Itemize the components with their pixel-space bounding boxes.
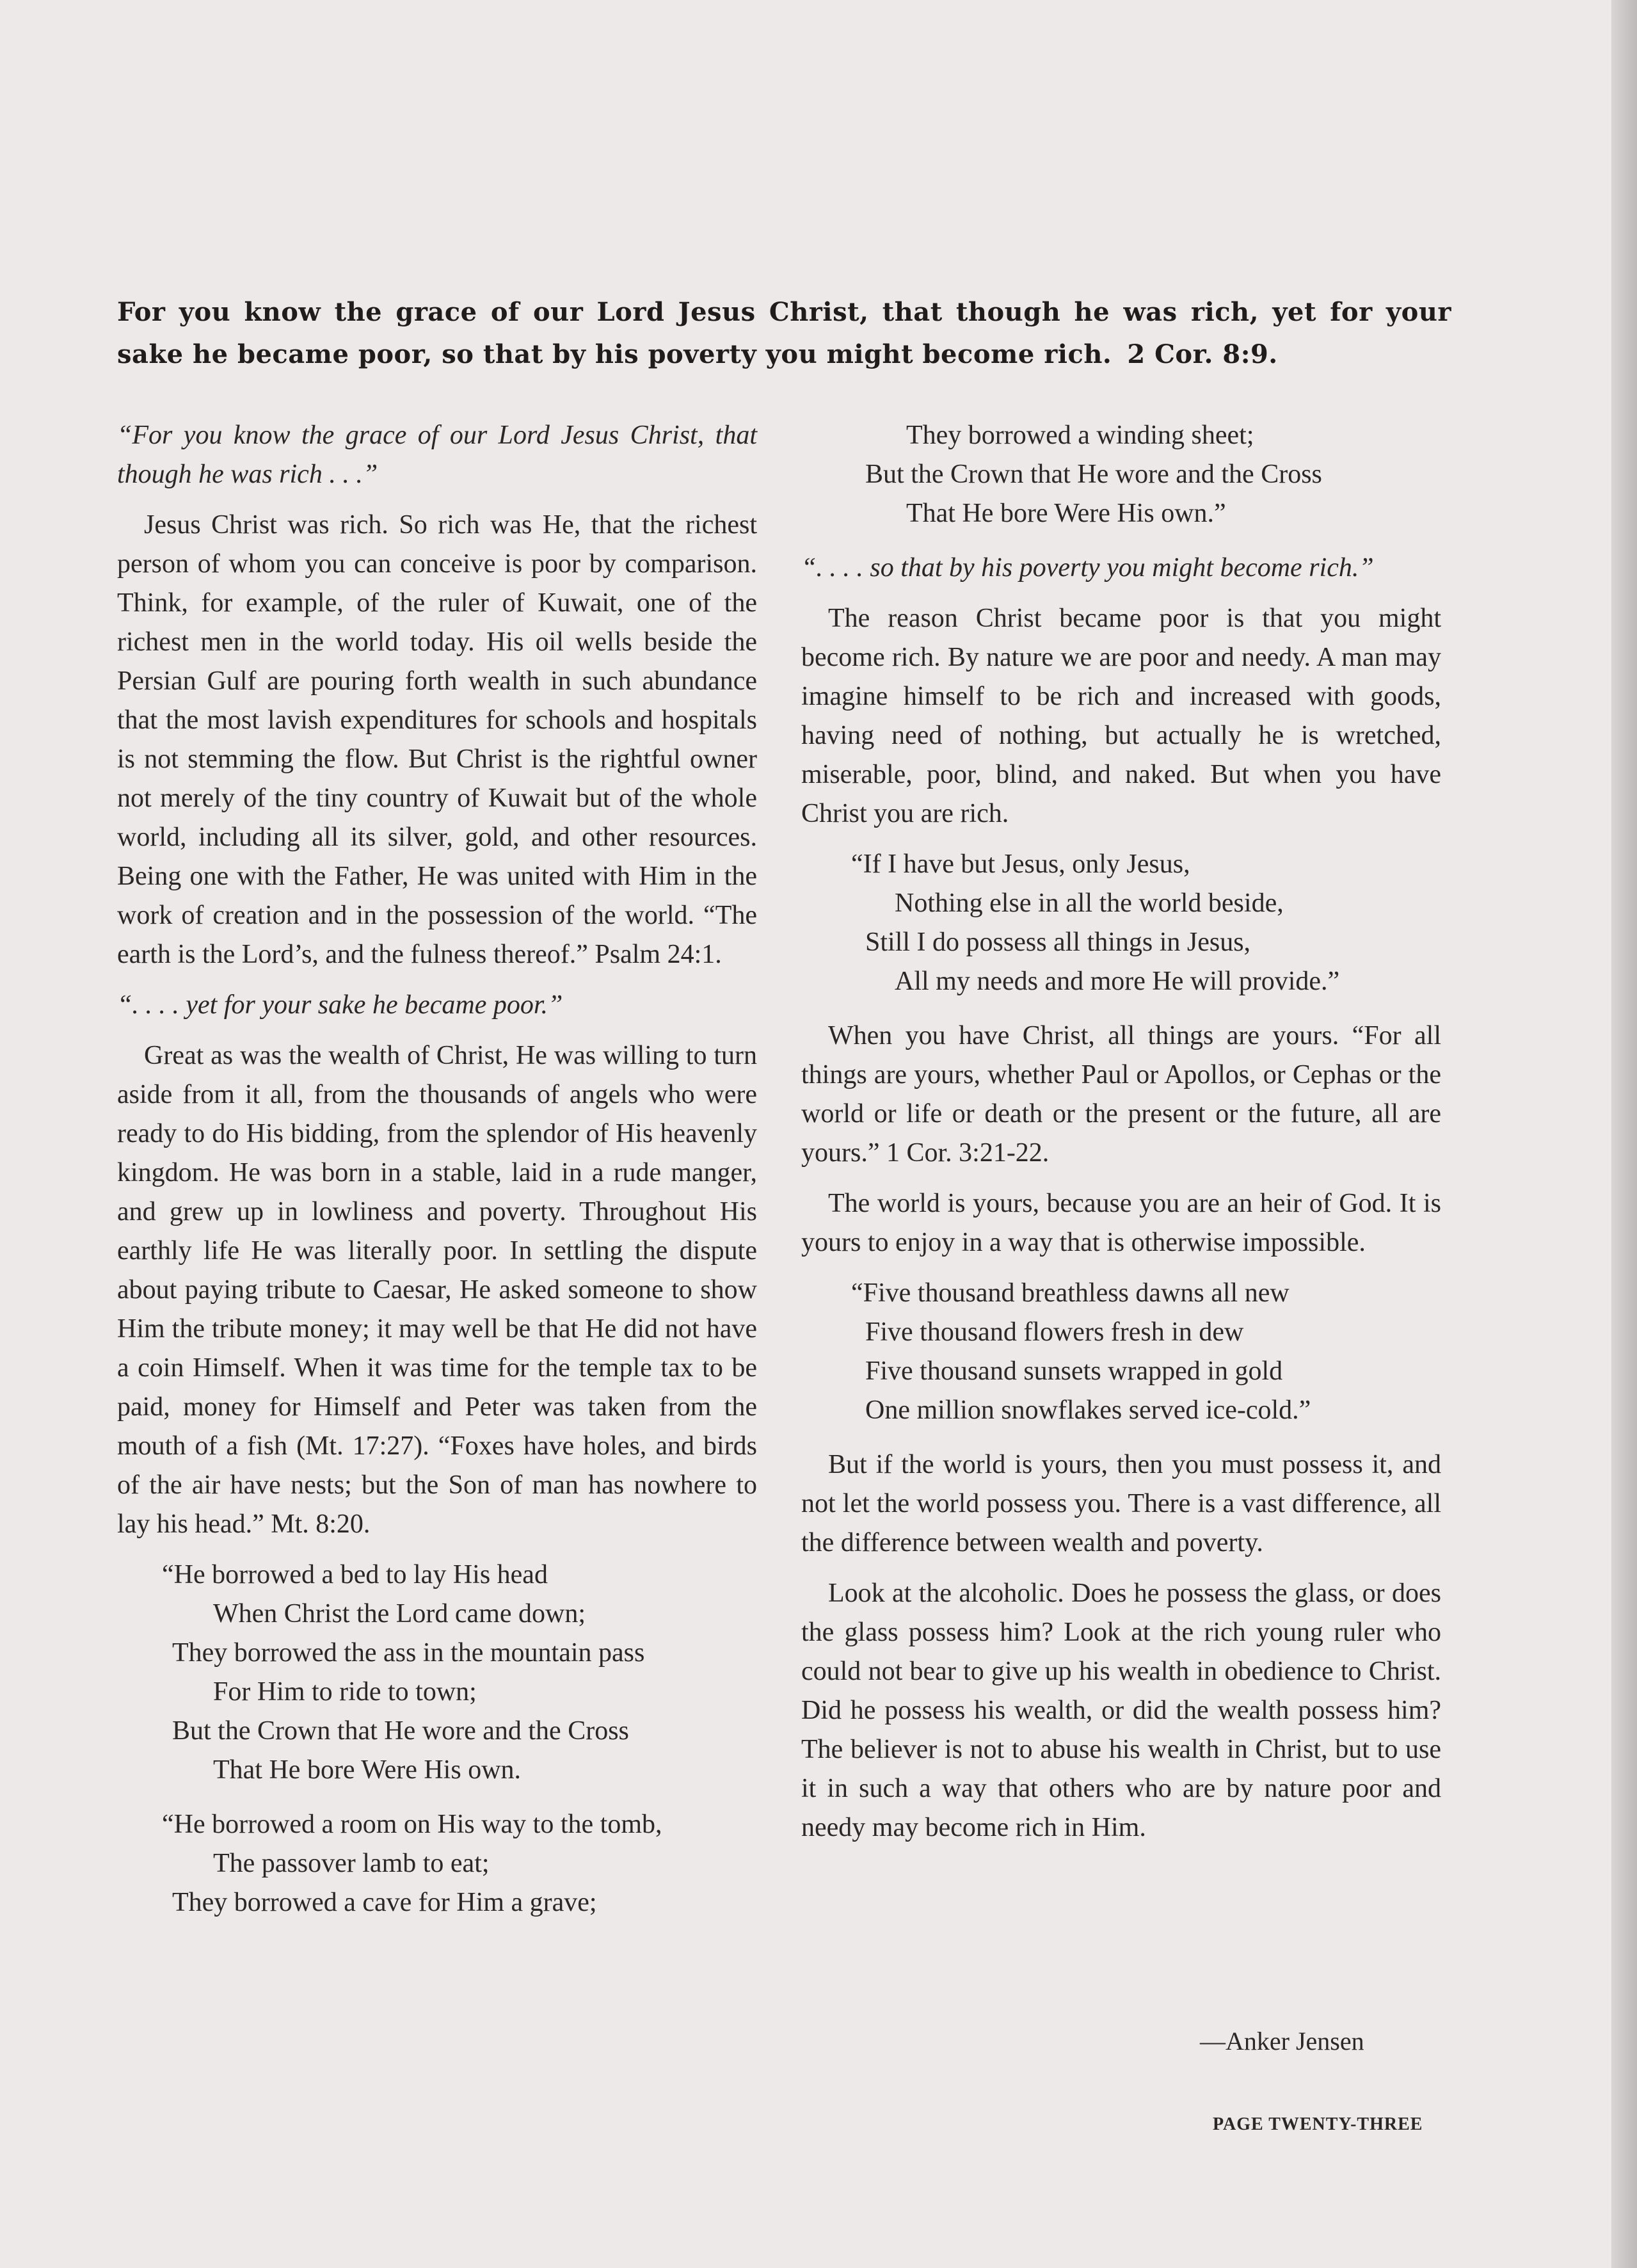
left-column xyxy=(117,416,757,1938)
paragraph-6: But if the world is yours, then you must possess it, and not let the world possess you. There is a vast difference, all the difference between wealth and poverty. xyxy=(801,1450,1441,1557)
poem-line: When Christ the Lord came down; xyxy=(213,1599,586,1629)
poem-3 xyxy=(801,845,1441,1001)
paragraph-3: The reason Christ became poor is that you might become rich. By nature we are poor and needy. A man may imagine himself to be rich and increased with goods, having need of nothing, but actually he is wretched, miserable, poor, blind, and naked. But when you have Christ you are rich. xyxy=(801,604,1441,828)
poem-line: “He borrowed a bed to lay His head xyxy=(162,1560,548,1589)
poem-line: One million snowflakes served ice-cold.” xyxy=(865,1395,1311,1425)
author-signature: —Anker Jensen xyxy=(1200,2027,1364,2055)
poem-line: But the Crown that He wore and the Cross xyxy=(172,1716,629,1746)
paragraph-7: Look at the alcoholic. Does he possess the glass, or does the glass possess him? Look at the rich young ruler who could not bear to give up his wealth in obedience to Christ. Did he possess his wealth, or did the wealth possess him? The believer is not to abuse his wealth in Christ, but to use it in such a way that others who are by nature poor and needy may become rich in Him. xyxy=(801,1579,1441,1842)
poem-line: Still I do possess all things in Jesus, xyxy=(865,928,1251,957)
poem-line: All my needs and more He will provide.” xyxy=(895,967,1340,996)
poem-line: They borrowed the ass in the mountain pass xyxy=(172,1638,645,1668)
poem-line: That He bore Were His own.” xyxy=(906,499,1226,528)
header-verse xyxy=(117,291,1451,376)
poem-1 xyxy=(117,1556,757,1790)
poem-line: Nothing else in all the world beside, xyxy=(895,889,1284,918)
paragraph-1: Jesus Christ was rich. So rich was He, that the richest person of whom you can conceive is poor by comparison. Think, for example, of the ruler of Kuwait, one of the richest men in the world today. His oil wells beside the Persian Gulf are pouring forth wealth in such abundance that the most lavish expenditures for schools and hospitals is not stemming the flow. But Christ is the rightful owner not merely of the tiny country of Kuwait but of the whole world, including all its silver, gold, and other resources. Being one with the Father, He was united with Him in the work of creation and in the possession of the world. “The earth is the Lord’s, and the fulness thereof.” Psalm 24:1. xyxy=(117,510,757,969)
poem-line: They borrowed a cave for Him a grave; xyxy=(172,1888,597,1917)
lead-quote-2: “. . . . yet for your sake he became poor.” xyxy=(117,990,563,1020)
paragraph-2: Great as was the wealth of Christ, He was willing to turn aside from it all, from the thousands of angels who were ready to do His bidding, from the splendor of His heavenly kingdom. He was born in a stable, laid in a rude manger, and grew up in lowliness and poverty. Throughout His earthly life He was literally poor. In settling the dispute about paying tribute to Caesar, He asked someone to show Him the tribute money; it may well be that He did not have a coin Himself. When it was time for the temple tax to be paid, money for Himself and Peter was taken from the mouth of a fish (Mt. 17:27). “Foxes have holes, and birds of the air have nests; but the Son of man has nowhere to lay his head.” Mt. 8:20. xyxy=(117,1041,757,1539)
poem-line: Five thousand flowers fresh in dew xyxy=(865,1317,1244,1347)
paragraph-5: The world is yours, because you are an heir of God. It is yours to enjoy in a way that is otherwise impossible. xyxy=(801,1189,1441,1257)
poem-2 xyxy=(117,1805,757,1922)
poem-line: “Five thousand breathless dawns all new xyxy=(851,1278,1290,1308)
header-verse-text: For you know the grace of our Lord Jesus Christ, that though he was rich, yet for your sake he became poor, so that by his poverty you might become rich. xyxy=(117,297,1451,369)
lead-quote-3: “. . . . so that by his poverty you might become rich.” xyxy=(801,553,1374,583)
lead-quote-1: “For you know the grace of our Lord Jesus Christ, that though he was rich . . .” xyxy=(117,421,757,489)
poem-4 xyxy=(801,1274,1441,1430)
page-edge xyxy=(1611,0,1637,2268)
poem-line: Five thousand sunsets wrapped in gold xyxy=(865,1356,1283,1386)
poem-line: That He bore Were His own. xyxy=(213,1755,522,1785)
header-verse-reference: 2 Cor. 8:9. xyxy=(1127,339,1278,369)
poem-line: “He borrowed a room on His way to the tomb, xyxy=(162,1810,662,1839)
poem-line: For Him to ride to town; xyxy=(213,1677,477,1707)
poem-line: The passover lamb to eat; xyxy=(213,1849,490,1878)
right-column xyxy=(801,416,1441,1859)
poem-line: “If I have but Jesus, only Jesus, xyxy=(851,849,1190,879)
page-number: PAGE TWENTY-THREE xyxy=(1213,2114,1423,2134)
paragraph-4: When you have Christ, all things are yours. “For all things are yours, whether Paul or Apollos, or Cephas or the world or life or death or the present or the future, all are yours.” 1 Cor. 3:21-22. xyxy=(801,1021,1441,1168)
poem-line: They borrowed a winding sheet; xyxy=(906,421,1254,450)
poem-line: But the Crown that He wore and the Cross xyxy=(865,460,1322,489)
poem-2-continued xyxy=(801,416,1441,533)
